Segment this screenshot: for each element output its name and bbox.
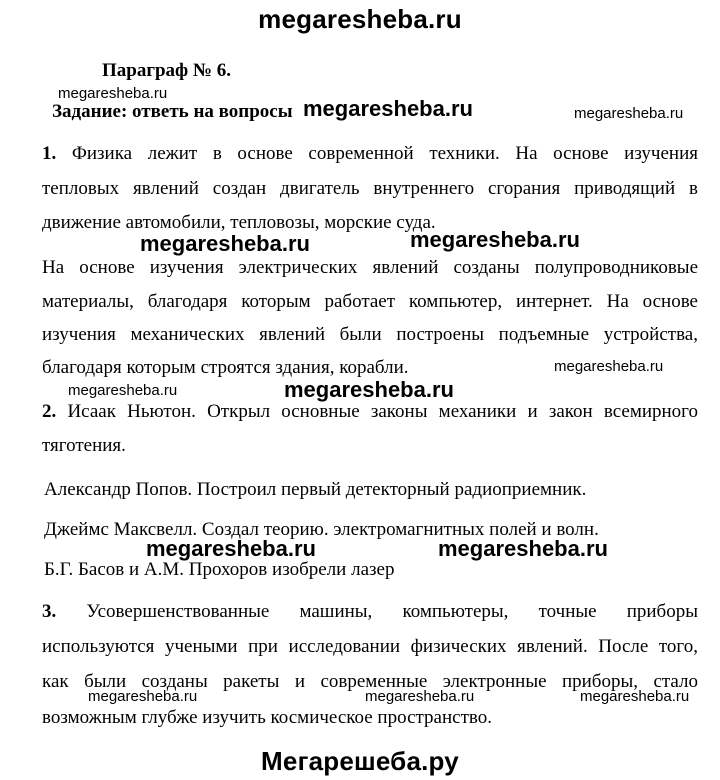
watermark-bold: megaresheba.ru [146,536,316,561]
task-title: Задание: ответь на вопросы [52,101,293,122]
answer-1-number: 1. [42,143,57,164]
answer-2-basov: Б.Г. Басов и А.М. Прохоров изобрели лазер [44,559,395,580]
watermark-small: megaresheba.ru [88,688,198,705]
answer-1b-line-1: На основе изучения электрических явлений созданы полупроводниковые [42,257,698,278]
answer-1-line-1 [42,142,698,166]
watermark-small: megaresheba.ru [58,85,168,102]
answer-2-maxwell: Джеймс Максвелл. Создал теорию. электромагнитных полей и волн. [44,519,599,540]
footer-watermark: Мегарешеба.ру [261,746,459,776]
answer-1-line-2: тепловых явлений создан двигатель внутреннего сгорания приводящий в [42,178,698,199]
answer-3-line-2: используются учеными при исследовании физических явлений. После того, [42,636,698,657]
watermark-small: megaresheba.ru [68,382,178,399]
answer-2-line-1 [42,400,698,424]
watermark-small: megaresheba.ru [574,105,684,122]
watermark-small: megaresheba.ru [554,358,664,375]
watermark-bold: megaresheba.ru [140,231,310,256]
answer-3-line-1 [42,600,698,624]
answer-2-text: Исаак Ньютон. Открыл основные законы механики и закон всемирного [67,401,699,422]
watermark-bold: megaresheba.ru [303,96,473,121]
answer-2-popov: Александр Попов. Построил первый детекторный радиоприемник. [44,479,587,500]
answer-3-number: 3. [42,601,57,622]
watermark-bold: megaresheba.ru [284,377,454,402]
header-watermark: megaresheba.ru [258,4,462,34]
watermark-bold: megaresheba.ru [410,227,580,252]
watermark-small: megaresheba.ru [365,688,475,705]
answer-1-line-3: движение автомобили, тепловозы, морские суда. [42,212,436,233]
watermark-small: megaresheba.ru [580,688,690,705]
answer-1-text: Физика лежит в основе современной техники. На основе изучения [71,143,699,164]
answer-3-line-4: возможным глубже изучить космическое пространство. [42,707,492,728]
answer-1b-line-4: благодаря которым строятся здания, корабли. [42,357,409,378]
answer-3-text: Усовершенствованные машины, компьютеры, точные приборы [86,601,698,622]
answer-1b-line-2: материалы, благодаря которым работает компьютер, интернет. На основе [42,291,698,312]
paragraph-title: Параграф № 6. [102,60,232,81]
answer-3-line-3: как были созданы ракеты и современные электронные приборы, стало [42,671,698,692]
answer-2-line-2: тяготения. [42,435,126,456]
answer-2-number: 2. [42,401,57,422]
answer-1b-line-3: изучения механических явлений были построены подъемные устройства, [42,324,698,345]
watermark-bold: megaresheba.ru [438,536,608,561]
